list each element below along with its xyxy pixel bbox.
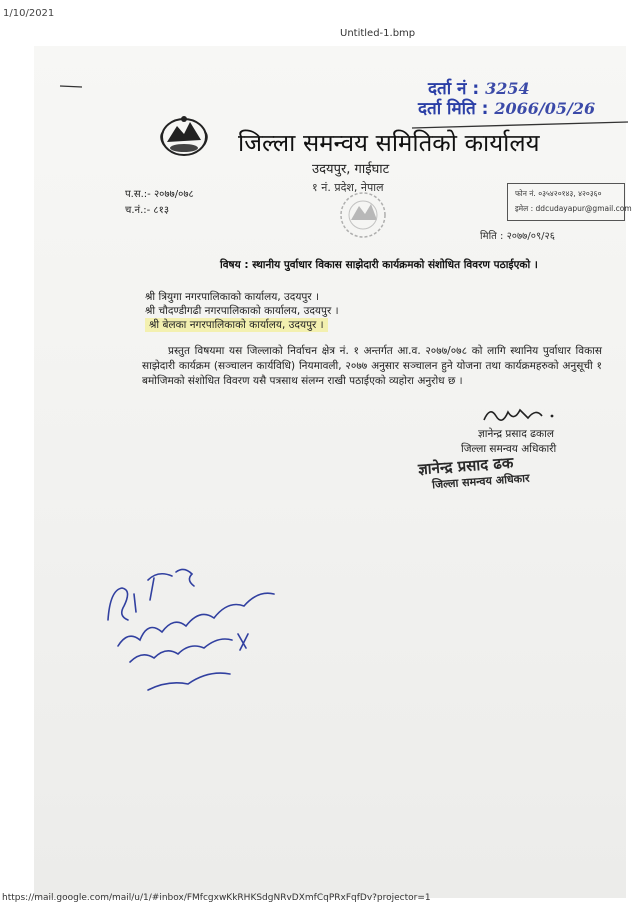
signatory-name: ज्ञानेन्द्र प्रसाद ढकाल (478, 428, 554, 440)
phone-number: फोन नं. ०३५४२०१४३, ४२०३६० (515, 189, 602, 198)
handwritten-note-icon (88, 550, 288, 700)
signatory-title: जिल्ला समन्वय अधिकारी (461, 443, 557, 455)
darta-date-value: 2066/05/26 (494, 99, 596, 118)
letter-date: मिति : २०७७/०९/२६ (480, 231, 555, 242)
signatory-stamp-name: ज्ञानेन्द्र प्रसाद ढक (417, 453, 514, 479)
darta-number-value: 3254 (485, 79, 530, 98)
office-address-line1: उदयपुर, गाईघाट (312, 162, 390, 177)
signature-scribble-icon (480, 402, 560, 428)
nepal-emblem-icon (157, 112, 211, 158)
darta-date-label: दर्ता मिति : (418, 99, 489, 119)
darta-number-label: दर्ता नं : (428, 79, 480, 99)
print-url: https://mail.google.com/mail/u/1/#inbox/FMfcgxwKkRHKSdgNRvDXmfCqPRxFqfDv?projector=1 (2, 893, 431, 903)
letter-body (142, 344, 602, 389)
letter-subject: विषय : स्थानीय पुर्वाधार विकास साझेदारी कार्यक्रमको संशोधित विवरण पठाईएको । (220, 259, 538, 271)
print-title: Untitled-1.bmp (340, 28, 416, 39)
letter-body-text: प्रस्तुत विषयमा यस जिल्लाको निर्वाचन क्षेत्र नं. १ अन्तर्गत आ.व. २०७७/०७८ को लागि स्थानिय पुर्वाधार विकास साझेदारी कार्यक्रम (सञ्चालन कार्यविधि) नियमावली, २०७७ अनुसार सञ्चालन हुने योजना तथा कार्यक्रमहरुको अनुसूची १ बमोजिमको संशोधित विवरण यसै पत्रसाथ संलग्न राखी पठाईएको व्यहोरा अनुरोध छ । (142, 345, 602, 387)
print-date: 1/10/2021 (3, 8, 55, 19)
ref-chalani-number: च.नं.:- ८१३ (125, 205, 170, 216)
darta-date-row (418, 96, 595, 119)
office-address-line2: १ नं. प्रदेश, नेपाल (312, 181, 384, 194)
office-seal-icon (335, 190, 391, 240)
addressee-belaka: श्री बेलका नगरपालिकाको कार्यालय, उदयपुर । (145, 318, 328, 332)
email-address: इमेल : ddcudayapur@gmail.com (515, 204, 632, 213)
contact-box (507, 183, 632, 221)
scan-mark (58, 82, 84, 90)
office-name: जिल्ला समन्वय समितिको कार्यालय (238, 129, 540, 157)
addressee-triyuga: श्री त्रियुगा नगरपालिकाको कार्यालय, उदयपुर । (145, 291, 319, 303)
addressee-chaudandigadhi: श्री चौदण्डीगढी नगरपालिकाको कार्यालय, उदयपुर । (145, 305, 339, 317)
signatory-stamp-title: जिल्ला समन्वय अधिकार (431, 471, 530, 492)
ref-patra-sankhya: प.स.:- २०७७/०७८ (125, 189, 194, 200)
